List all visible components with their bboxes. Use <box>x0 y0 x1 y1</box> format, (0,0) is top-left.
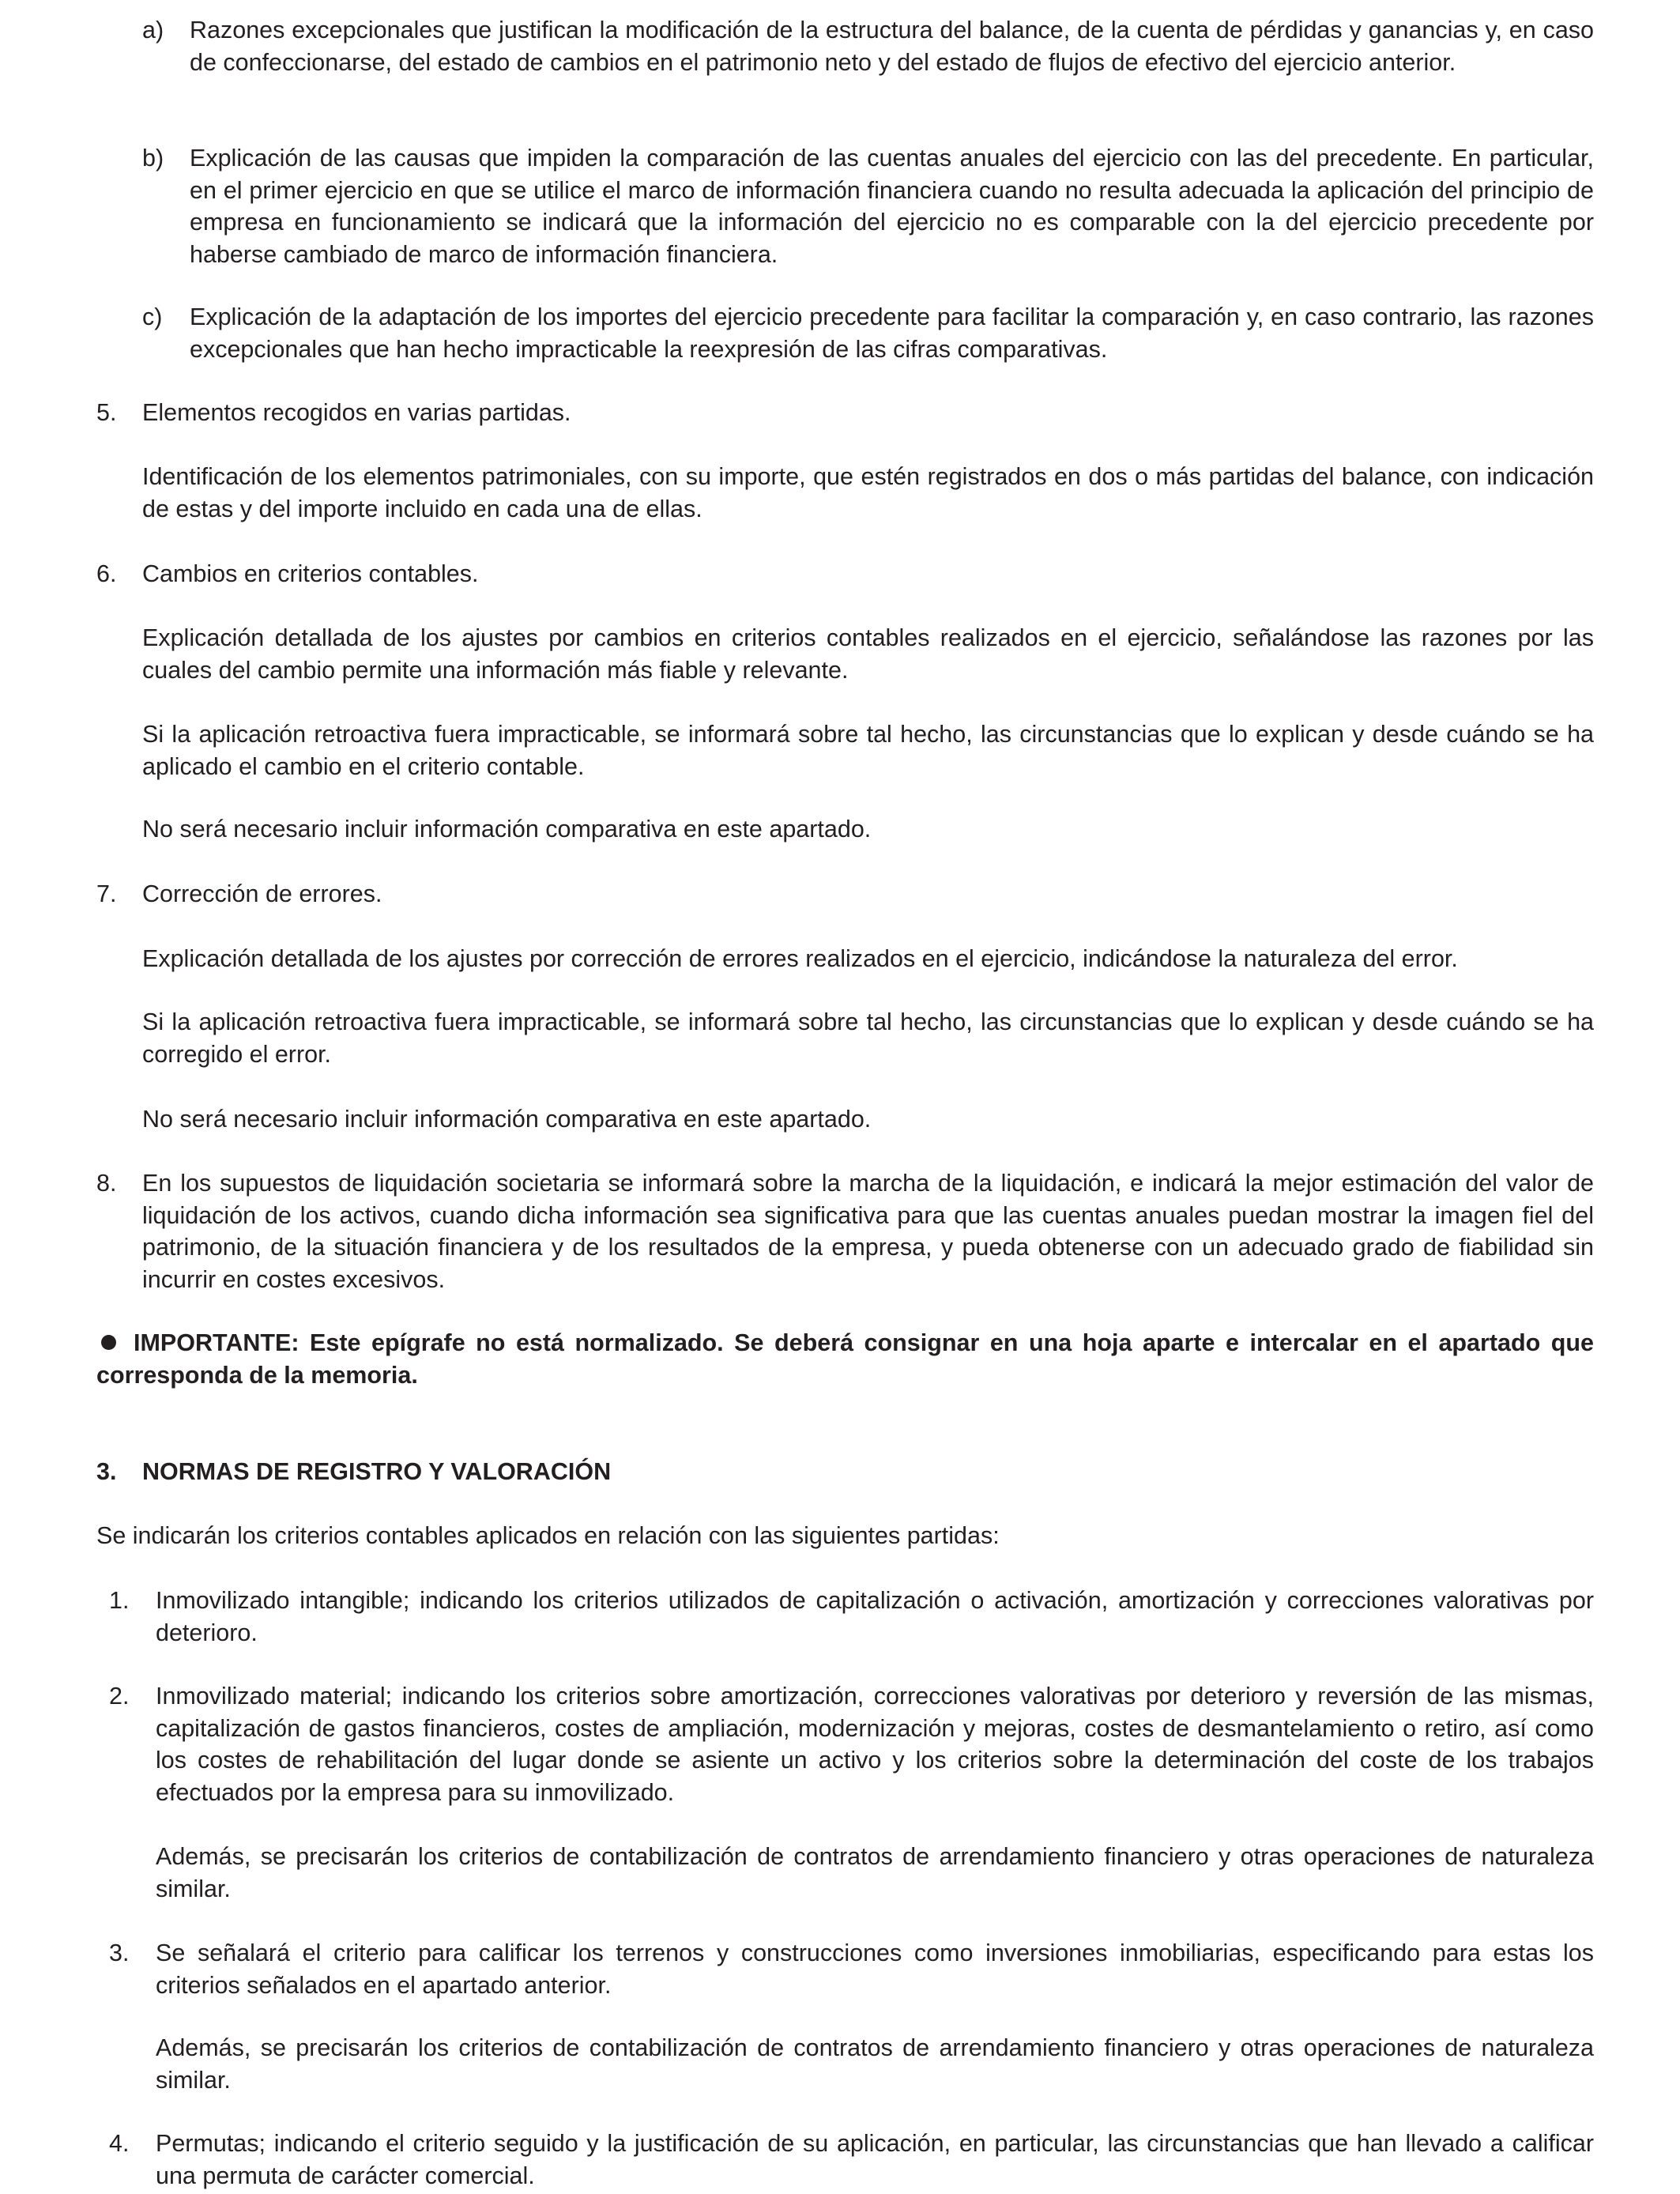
item-6-paragraph-2: Si la aplicación retroactiva fuera impracticable, se informará sobre tal hecho, las circunstancias que lo explican y desde cuándo se ha aplicado el cambio en el criterio contable. <box>142 721 1594 780</box>
item-6-title: Cambios en criterios contables. <box>142 560 479 587</box>
important-note <box>96 1327 1594 1391</box>
item-6-paragraph-1: Explicación detallada de los ajustes por cambios en criterios contables realizados en el ejercicio, señalándose las razones por las cuales del cambio permite una información más fiable y relevante. <box>142 624 1594 684</box>
norm-3-text: Se señalará el criterio para calificar los terrenos y construcciones como inversiones inmobiliarias, especificando para estas los criterios señalados en el apartado anterior. <box>156 1940 1594 1999</box>
bullet-icon <box>101 1335 116 1350</box>
norm-2-text: Inmovilizado material; indicando los criterios sobre amortización, correcciones valorativas por deterioro y reversión de las mismas, capitalización de gastos financieros, costes de ampliación, modernización y mejoras, costes de desmantelamiento o retiro, así como los costes de rehabilitación del lugar donde se asiente un activo y los criterios sobre la determinación del coste de los trabajos efectuados por la empresa para su inmovilizado. <box>156 1683 1594 1806</box>
subitem-marker-c: c) <box>142 303 163 330</box>
item-number-5: 5. <box>96 399 117 426</box>
section-number: 3. <box>96 1458 117 1485</box>
important-text: IMPORTANTE: Este epígrafe no está normalizado. Se deberá consignar en una hoja aparte e intercalar en el apartado que corresponda de la memoria. <box>96 1329 1594 1389</box>
item-number-8: 8. <box>96 1170 117 1197</box>
norm-4-text: Permutas; indicando el criterio seguido y la justificación de su aplicación, en particular, las circunstancias que han llevado a calificar una permuta de carácter comercial. <box>156 2130 1594 2189</box>
item-7-paragraph-2: Si la aplicación retroactiva fuera impracticable, se informará sobre tal hecho, las circunstancias que lo explican y desde cuándo se ha corregido el error. <box>142 1008 1594 1068</box>
item-7-paragraph-3: No será necesario incluir información comparativa en este apartado. <box>142 1106 872 1133</box>
item-7-paragraph-1: Explicación detallada de los ajustes por corrección de errores realizados en el ejercicio, indicándose la naturaleza del error. <box>142 945 1458 972</box>
norm-3-paragraph-2: Además, se precisarán los criterios de contabilización de contratos de arrendamiento financiero y otras operaciones de naturaleza similar. <box>156 2034 1594 2094</box>
section-heading: NORMAS DE REGISTRO Y VALORACIÓN <box>142 1458 612 1485</box>
norm-number-4: 4. <box>109 2130 130 2157</box>
norm-2-paragraph-2: Además, se precisarán los criterios de contabilización de contratos de arrendamiento financiero y otras operaciones de naturaleza similar. <box>156 1843 1594 1902</box>
item-6-paragraph-3: No será necesario incluir información comparativa en este apartado. <box>142 816 872 843</box>
item-5-title: Elementos recogidos en varias partidas. <box>142 399 571 426</box>
item-8-text: En los supuestos de liquidación societaria se informará sobre la marcha de la liquidación, e indicará la mejor estimación del valor de liquidación de los activos, cuando dicha información sea significativa para que las cuentas anuales puedan mostrar la imagen fiel del patrimonio, de la situación financiera y de los resultados de la empresa, y pueda obtenerse con un adecuado grado de fiabilidad sin incurrir en costes excesivos. <box>142 1170 1594 1293</box>
item-5-paragraph: Identificación de los elementos patrimoniales, con su importe, que estén registrados en dos o más partidas del balance, con indicación de estas y del importe incluido en cada una de ellas. <box>142 463 1594 522</box>
subitem-marker-a: a) <box>142 17 164 43</box>
item-number-7: 7. <box>96 880 117 907</box>
subitem-b-text: Explicación de las causas que impiden la comparación de las cuentas anuales del ejercicio con las del precedente. En particular, en el primer ejercicio en que se utilice el marco de información financiera cuando no resulta adecuada la aplicación del principio de empresa en funcionamiento se indicará que la información del ejercicio no es comparable con la del ejercicio precedente por haberse cambiado de marco de información financiera. <box>190 145 1594 268</box>
item-number-6: 6. <box>96 560 117 587</box>
norm-number-3: 3. <box>109 1940 130 1966</box>
norm-number-1: 1. <box>109 1587 130 1614</box>
item-7-title: Corrección de errores. <box>142 880 382 907</box>
norm-number-2: 2. <box>109 1683 130 1710</box>
subitem-a-text: Razones excepcionales que justifican la modificación de la estructura del balance, de la cuenta de pérdidas y ganancias y, en caso de confeccionarse, del estado de cambios en el patrimonio neto y del estado de flujos de efectivo del ejercicio anterior. <box>190 17 1594 76</box>
norm-1-text: Inmovilizado intangible; indicando los criterios utilizados de capitalización o activación, amortización y correcciones valorativas por deterioro. <box>156 1587 1594 1646</box>
section-intro: Se indicarán los criterios contables aplicados en relación con las siguientes partidas: <box>96 1522 1000 1549</box>
subitem-marker-b: b) <box>142 145 164 172</box>
subitem-c-text: Explicación de la adaptación de los importes del ejercicio precedente para facilitar la comparación y, en caso contrario, las razones excepcionales que han hecho impracticable la reexpresión de las cifras comparativas. <box>190 303 1594 363</box>
